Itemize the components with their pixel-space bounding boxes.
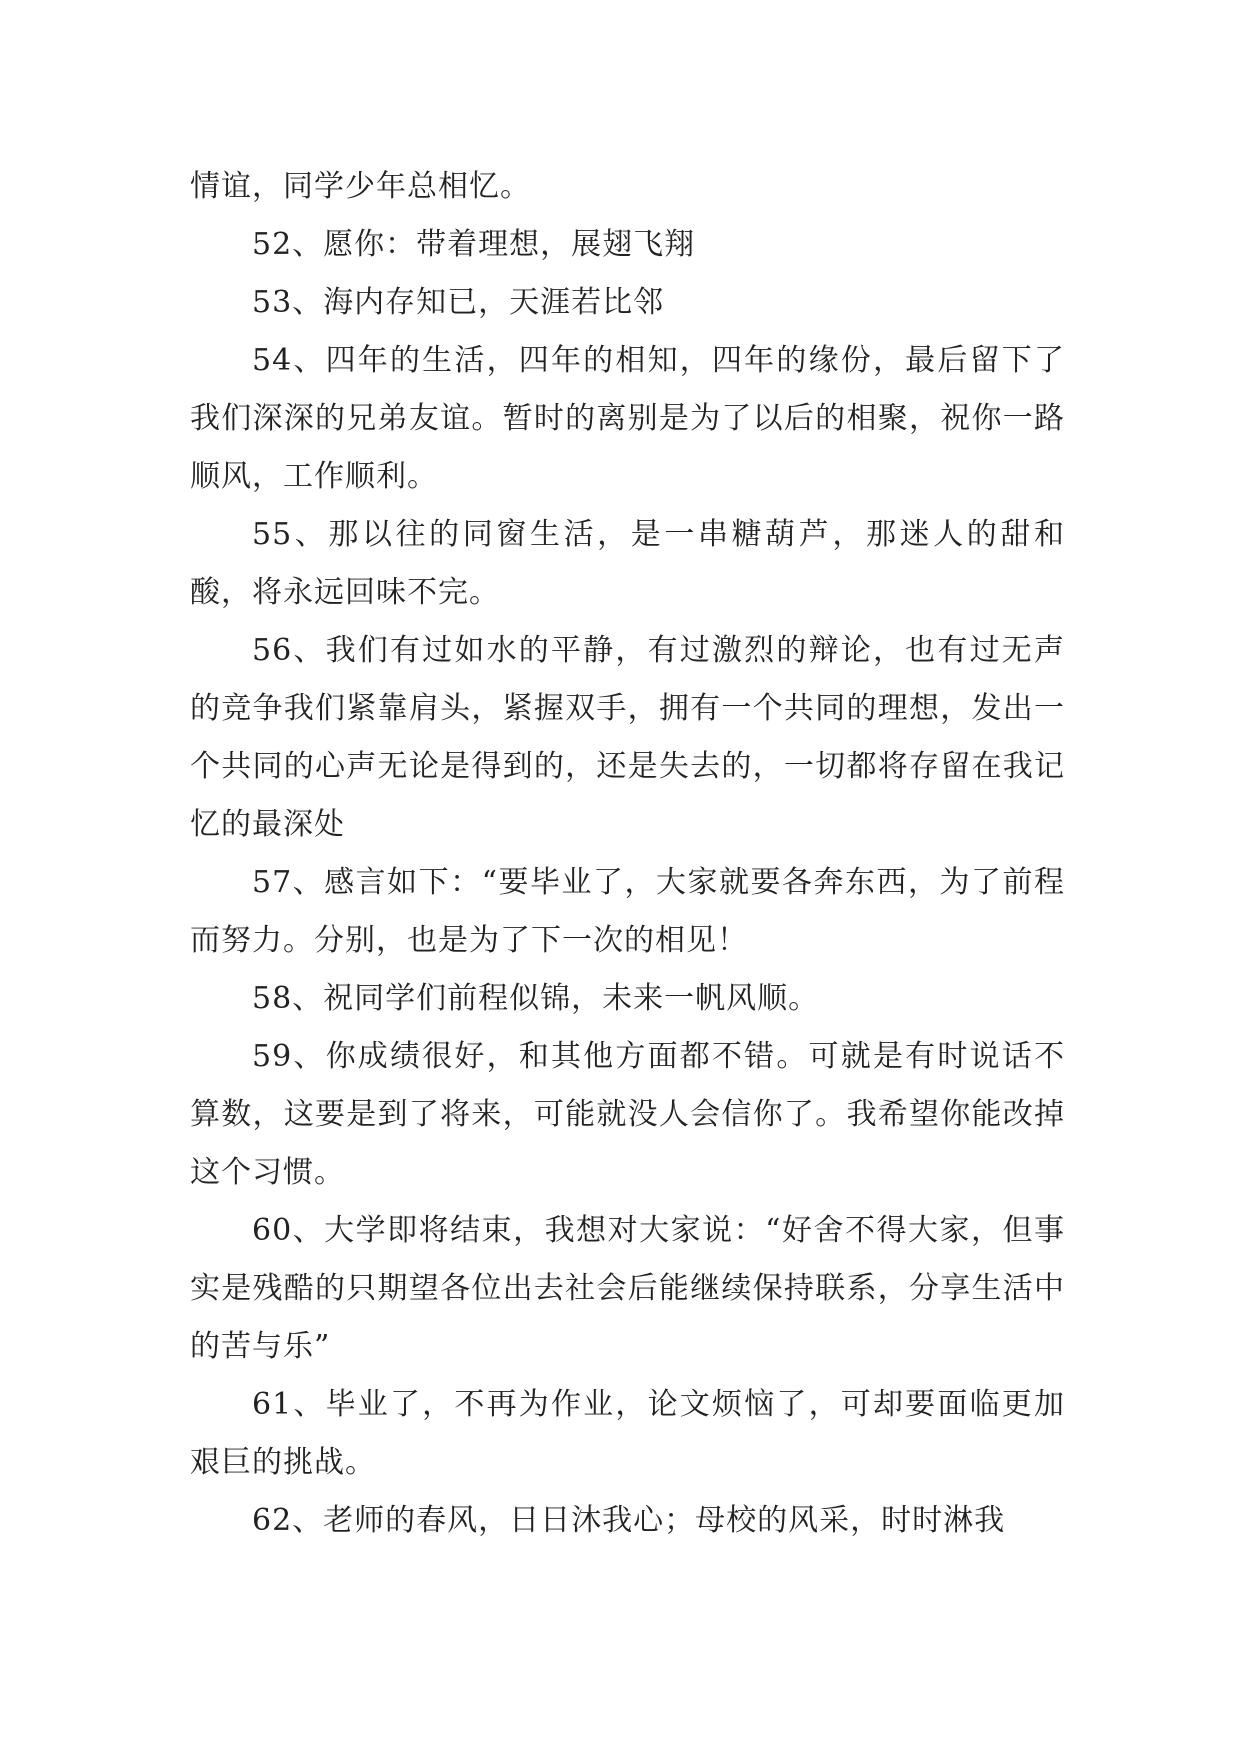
- paragraph-54: 54、四年的生活，四年的相知，四年的缘份，最后留下了我们深深的兄弟友谊。暂时的离别是为了以后的相聚，祝你一路顺风，工作顺利。: [190, 343, 1065, 494]
- paragraph-60: 60、大学即将结束，我想对大家说：“好舍不得大家，但事实是残酷的只期望各位出去社会后能继续保持联系，分享生活中的苦与乐”: [190, 1213, 1065, 1364]
- paragraph-57: 57、感言如下：“要毕业了，大家就要各奔东西，为了前程而努力。分别，也是为了下一次的相见！: [190, 865, 1065, 958]
- document-body: [190, 158, 1065, 1550]
- paragraph-58: 58、祝同学们前程似锦，未来一帆风顺。: [252, 981, 820, 1016]
- paragraph-59: 59、你成绩很好，和其他方面都不错。可就是有时说话不算数，这要是到了将来，可能就没人会信你了。我希望你能改掉这个习惯。: [190, 1039, 1065, 1190]
- paragraph-62: 62、老师的春风，日日沐我心；母校的风采，时时淋我: [252, 1503, 1006, 1538]
- paragraph-continuation: 情谊，同学少年总相忆。: [190, 169, 531, 204]
- paragraph-52: 52、愿你：带着理想，展翅飞翔: [252, 227, 696, 262]
- paragraph-56: 56、我们有过如水的平静，有过激烈的辩论，也有过无声的竞争我们紧靠肩头，紧握双手，拥有一个共同的理想，发出一个共同的心声无论是得到的，还是失去的，一切都将存留在我记忆的最深处: [190, 633, 1065, 842]
- paragraph-53: 53、海内存知已，天涯若比邻: [252, 285, 665, 320]
- paragraph-61: 61、毕业了，不再为作业，论文烦恼了，可却要面临更加艰巨的挑战。: [190, 1387, 1065, 1480]
- paragraph-55: 55、那以往的同窗生活，是一串糖葫芦，那迷人的甜和酸，将永远回味不完。: [190, 517, 1065, 610]
